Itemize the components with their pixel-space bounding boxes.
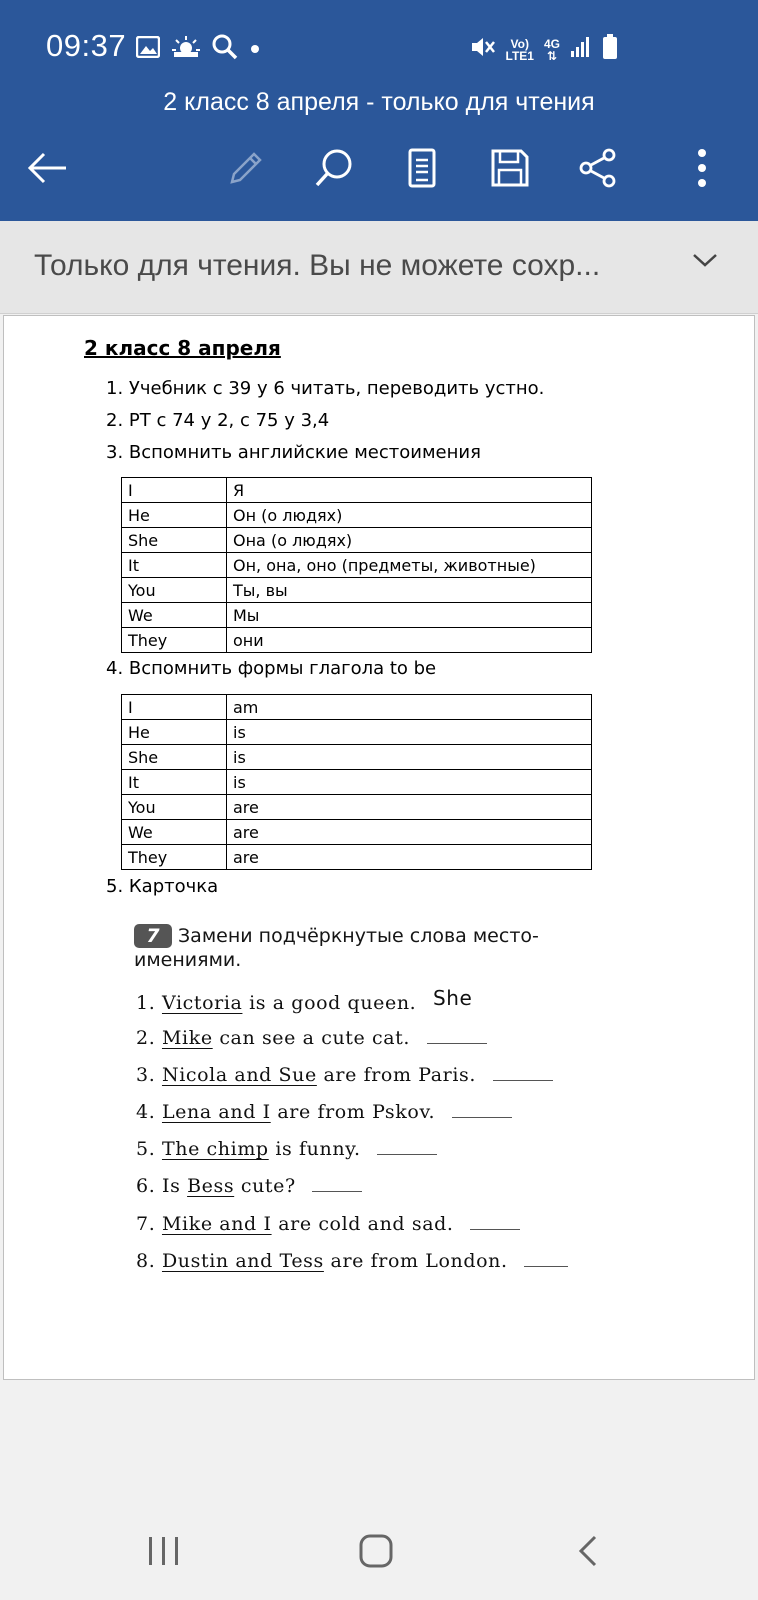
search-notification-icon: [212, 34, 238, 65]
mobile-view-icon: [407, 148, 437, 188]
system-icons: [470, 34, 618, 65]
exercise-line: 7. Mike and I are cold and sad.: [136, 1213, 520, 1235]
more-options-button[interactable]: [674, 140, 730, 196]
arrow-left-icon: [26, 152, 70, 184]
back-button[interactable]: [20, 140, 76, 196]
table-row: You Ты, вы: [122, 578, 592, 603]
task-item: 4. Вспомнить формы глагола to be: [106, 658, 437, 679]
exercise-line: 4. Lena and I are from Pskov.: [136, 1101, 512, 1123]
page-title: 2 класс 8 апреля: [84, 336, 281, 360]
answer-blank: [493, 1080, 553, 1081]
gallery-icon: [136, 36, 160, 63]
table-row: It Он, она, оно (предметы, животные): [122, 553, 592, 578]
more-vertical-icon: [696, 148, 708, 188]
system-nav-bar: [0, 1500, 758, 1600]
table-row: We are: [122, 820, 592, 845]
exercise-line: 2. Mike can see a cute cat.: [136, 1027, 487, 1049]
table-row: I am: [122, 695, 592, 720]
search-icon: [313, 147, 355, 189]
task-item: 5. Карточка: [106, 876, 219, 897]
edit-button[interactable]: [218, 140, 274, 196]
toolbar: [0, 140, 758, 200]
save-button[interactable]: [482, 140, 538, 196]
pronouns-table: [121, 477, 592, 653]
recent-apps-icon: [147, 1535, 181, 1567]
exercise-line: 1. Victoria is a good queen. She: [136, 986, 473, 1014]
share-icon: [578, 148, 618, 188]
expand-banner-button[interactable]: [692, 251, 718, 274]
table-row: You are: [122, 795, 592, 820]
answer-blank: [470, 1229, 520, 1230]
table-row: She is: [122, 745, 592, 770]
read-only-banner[interactable]: [0, 221, 758, 314]
task-item: 2. РТ с 74 у 2, с 75 у 3,4: [106, 410, 330, 431]
pencil-icon: [226, 148, 266, 188]
table-row: They are: [122, 845, 592, 870]
mobile-view-button[interactable]: [394, 140, 450, 196]
notification-icons: [136, 34, 260, 65]
exercise-line: 5. The chimp is funny.: [136, 1138, 437, 1160]
task-item: 3. Вспомнить английские местоимения: [106, 442, 481, 463]
home-icon: [358, 1533, 394, 1569]
exercise-line: 3. Nicola and Sue are from Paris.: [136, 1064, 553, 1086]
back-nav-button[interactable]: [558, 1526, 618, 1576]
network-type-indicator: 4G ⇅: [543, 36, 560, 63]
document-page: [3, 315, 755, 1380]
dot-icon: [250, 41, 260, 59]
exercise-badge: 7: [134, 924, 172, 948]
answer-blank: [312, 1191, 362, 1192]
app-header: [0, 0, 758, 221]
answer-blank: [452, 1117, 512, 1118]
status-time: 09:37: [46, 28, 127, 63]
answer-blank: [377, 1154, 437, 1155]
share-button[interactable]: [570, 140, 626, 196]
to-be-table: [121, 694, 592, 870]
card-instruction: 7 Замени подчёркнутые слова место- имениями.: [134, 925, 539, 971]
worksheet-card: [134, 924, 614, 1284]
table-row: I Я: [122, 478, 592, 503]
chevron-left-icon: [577, 1534, 599, 1568]
battery-icon: [602, 34, 618, 65]
document-title: 2 класс 8 апреля - только для чтения: [163, 88, 595, 116]
weather-icon: [172, 36, 200, 63]
mute-icon: [470, 35, 496, 64]
table-row: We Мы: [122, 603, 592, 628]
volte-indicator: Vo) LTE1: [505, 36, 534, 63]
search-button[interactable]: [306, 140, 362, 196]
chevron-down-icon: [692, 251, 718, 269]
home-button[interactable]: [346, 1526, 406, 1576]
recent-apps-button[interactable]: [134, 1526, 194, 1576]
task-item: 1. Учебник с 39 у 6 читать, переводить устно.: [106, 378, 545, 399]
table-row: They они: [122, 628, 592, 653]
table-row: He Он (о людях): [122, 503, 592, 528]
handwritten-answer: She: [432, 986, 473, 1010]
save-icon: [490, 148, 530, 188]
signal-icon: [570, 36, 592, 63]
answer-blank: [427, 1043, 487, 1044]
exercise-line: 8. Dustin and Tess are from London.: [136, 1250, 568, 1272]
table-row: She Она (о людях): [122, 528, 592, 553]
table-row: He is: [122, 720, 592, 745]
answer-blank: [524, 1266, 568, 1267]
banner-text: Только для чтения. Вы не можете сохр...: [34, 249, 601, 282]
table-row: It is: [122, 770, 592, 795]
exercise-line: 6. Is Bess cute?: [136, 1175, 362, 1197]
